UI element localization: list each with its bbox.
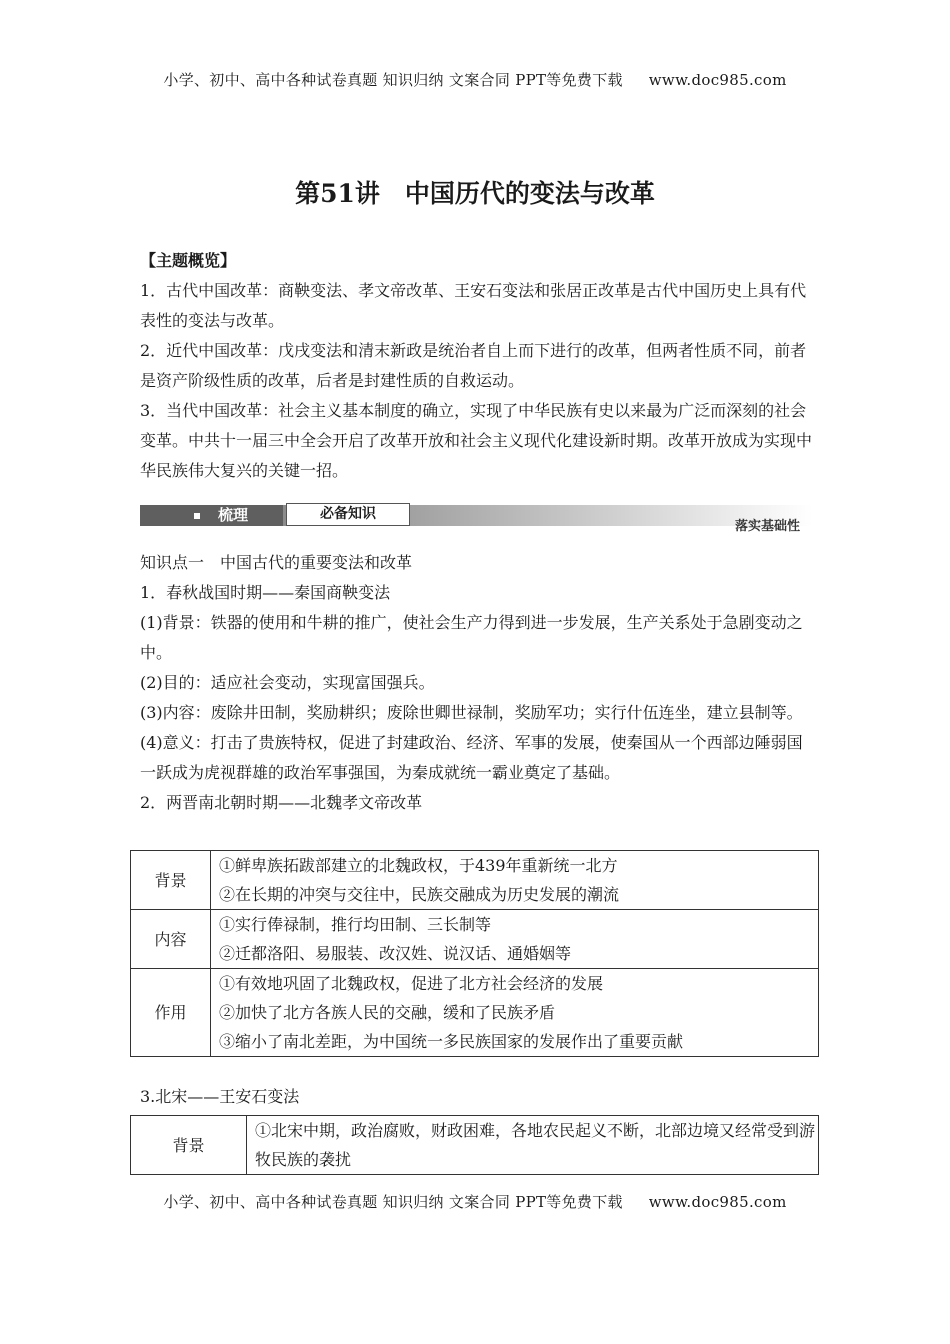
section-banner (140, 502, 812, 538)
banner-tab-review (140, 505, 283, 526)
banner-tab1-label: 梳理 (218, 506, 249, 524)
page-title: 第51讲 中国历代的变法与改革 (295, 179, 655, 208)
square-bullet-icon (194, 513, 200, 519)
section-1-purpose: (2)目的：适应社会变动，实现富国强兵。 (140, 673, 435, 692)
table-row (131, 1116, 819, 1175)
overview-item-1: 1．古代中国改革：商鞅变法、孝文帝改革、王安石变法和张居正改革是古代中国历史上具有代表性的变法与改革。 (140, 281, 807, 330)
table-row (131, 851, 819, 910)
row-label: 作用 (131, 969, 211, 1057)
section-3 (140, 1082, 812, 1112)
cell-line: ②加快了北方各族人民的交融，缓和了民族矛盾 (219, 1003, 556, 1022)
overview-item-3: 3．当代中国改革：社会主义基本制度的确立，实现了中华民族有史以来最为广泛而深刻的社会变革。中共十一届三中全会开启了改革开放和社会主义现代化建设新时期。改革开放成为实现中华民族伟大复兴的关键一招。 (140, 401, 813, 480)
row-content (211, 851, 819, 910)
banner-right-label: 落实基础性 (734, 519, 800, 534)
section-1-content: (3)内容：废除井田制，奖励耕织；废除世卿世禄制，奖励军功；实行什伍连坐，建立县制等。 (140, 703, 803, 722)
xiaowen-reform-table (130, 850, 819, 1057)
table-row (131, 969, 819, 1057)
section-1-title: 1．春秋战国时期——秦国商鞅变法 (140, 583, 391, 602)
header-site[interactable]: www.doc985.com (648, 71, 787, 89)
row-label: 内容 (131, 910, 211, 969)
cell-line: ①有效地巩固了北魏政权，促进了北方社会经济的发展 (219, 974, 604, 993)
section-1-background: (1)背景：铁器的使用和牛耕的推广，使社会生产力得到进一步发展，生产关系处于急剧变动之中。 (140, 613, 803, 662)
wang-anshi-reform-table (130, 1115, 819, 1175)
cell-line: ③缩小了南北差距，为中国统一多民族国家的发展作出了重要贡献 (219, 1032, 684, 1051)
row-content (211, 910, 819, 969)
section-2-title: 2．两晋南北朝时期——北魏孝文帝改革 (140, 793, 423, 812)
row-content (247, 1116, 819, 1175)
section-3-title: 3.北宋——王安石变法 (140, 1087, 300, 1106)
cell-line: ①实行俸禄制，推行均田制、三长制等 (219, 915, 492, 934)
page-header (0, 69, 950, 90)
cell-line: ②在长期的冲突与交往中，民族交融成为历史发展的潮流 (219, 885, 620, 904)
footer-site[interactable]: www.doc985.com (648, 1193, 787, 1211)
footer-text: 小学、初中、高中各种试卷真题 知识归纳 文案合同 PPT等免费下载 (163, 1193, 623, 1211)
row-content (211, 969, 819, 1057)
row-label: 背景 (131, 1116, 247, 1175)
knowledge-heading: 知识点一 中国古代的重要变法和改革 (140, 553, 413, 572)
row-label: 背景 (131, 851, 211, 910)
overview-heading: 【主题概览】 (140, 251, 237, 270)
header-text: 小学、初中、高中各种试卷真题 知识归纳 文案合同 PPT等免费下载 (163, 71, 623, 89)
table-row (131, 910, 819, 969)
section-1-significance: (4)意义：打击了贵族特权，促进了封建政治、经济、军事的发展，使秦国从一个西部边陲弱国一跃成为虎视群雄的政治军事强国，为秦成就统一霸业奠定了基础。 (140, 733, 803, 782)
cell-line: ②迁都洛阳、易服装、改汉姓、说汉话、通婚姻等 (219, 944, 572, 963)
cell-line: ①鲜卑族拓跋部建立的北魏政权，于439年重新统一北方 (219, 856, 618, 875)
cell-text: ①北宋中期，政治腐败，财政困难，各地农民起义不断，北部边境又经常受到游牧民族的袭扰 (255, 1121, 816, 1169)
banner-tab-essential-knowledge: 必备知识 (286, 503, 410, 526)
knowledge-section (140, 548, 812, 818)
page-footer (0, 1191, 950, 1212)
overview-section (140, 246, 812, 486)
overview-item-2: 2．近代中国改革：戊戌变法和清末新政是统治者自上而下进行的改革，但两者性质不同，前者是资产阶级性质的改革，后者是封建性质的自救运动。 (140, 341, 807, 390)
